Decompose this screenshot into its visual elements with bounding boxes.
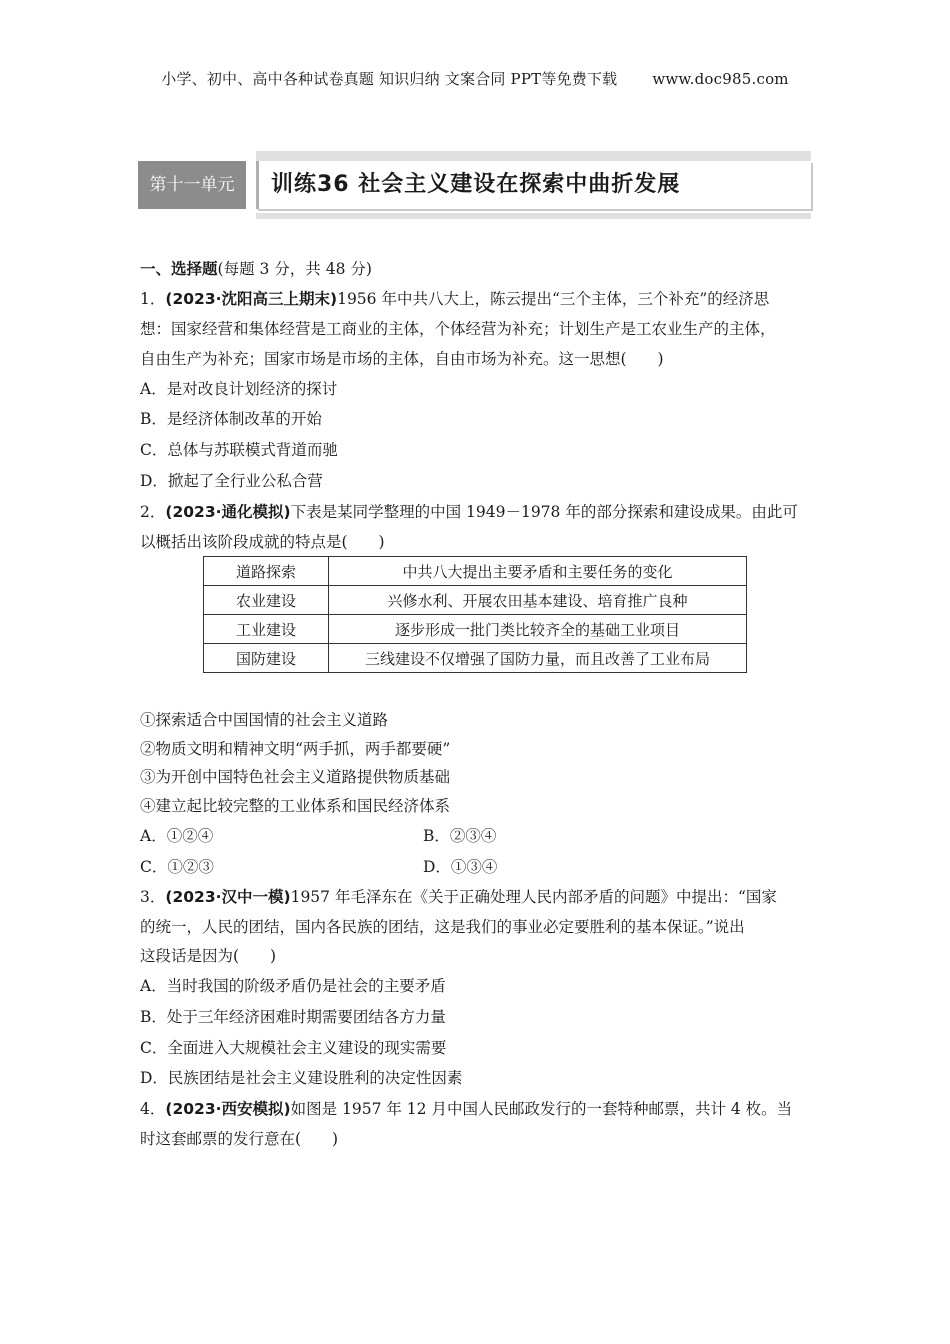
q4-number: 4． [140, 1100, 166, 1118]
q2-option-a[interactable]: A．①②④ [140, 827, 214, 845]
q4-line-2: 时这套邮票的发行意在( ) [140, 1130, 339, 1148]
q1-option-d[interactable]: D．掀起了全行业公私合营 [140, 472, 323, 490]
table-cell-value: 三线建设不仅增强了国防力量，而且改善了工业布局 [329, 644, 747, 673]
q2-source: (2023·通化模拟) [165, 503, 291, 521]
q1-source: (2023·沈阳高三上期末) [165, 290, 338, 308]
q2-number: 2． [140, 503, 166, 521]
q3-option-d[interactable]: D．民族团结是社会主义建设胜利的决定性因素 [140, 1069, 463, 1087]
q3-line-1 [140, 885, 777, 907]
banner-bottom-rule [256, 213, 811, 219]
q1-line-1 [140, 287, 769, 309]
q2-option-b[interactable]: B．②③④ [423, 827, 497, 845]
q2-item-2: ②物质文明和精神文明“两手抓，两手都要硬” [140, 740, 451, 758]
section-title: 一、选择题 [140, 260, 218, 278]
unit-label: 第十一单元 [138, 161, 246, 209]
q3-text-1: 1957 年毛泽东在《关于正确处理人民内部矛盾的问题》中提出：“国家 [290, 888, 777, 906]
q1-option-c[interactable]: C．总体与苏联模式背道而驰 [140, 441, 338, 459]
site-url[interactable]: www.doc985.com [652, 70, 789, 88]
table-cell-value: 兴修水利、开展农田基本建设、培育推广良种 [329, 586, 747, 615]
q1-number: 1． [140, 290, 166, 308]
page-title: 训练36 社会主义建设在探索中曲折发展 [271, 172, 681, 197]
q2-item-4: ④建立起比较完整的工业体系和国民经济体系 [140, 797, 451, 815]
table-cell-key: 农业建设 [204, 586, 329, 615]
q3-option-b[interactable]: B．处于三年经济困难时期需要团结各方力量 [140, 1008, 446, 1026]
table-cell-value: 中共八大提出主要矛盾和主要任务的变化 [329, 557, 747, 586]
q3-line-3: 这段话是因为( ) [140, 947, 277, 965]
banner-top-rule [256, 151, 811, 161]
q3-option-a[interactable]: A．当时我国的阶级矛盾仍是社会的主要矛盾 [140, 977, 446, 995]
q2-line-1 [140, 500, 798, 522]
q2-item-3: ③为开创中国特色社会主义道路提供物质基础 [140, 768, 451, 786]
site-header-text: 小学、初中、高中各种试卷真题 知识归纳 文案合同 PPT等免费下载 [161, 70, 618, 88]
q1-text-1: 1956 年中共八大上，陈云提出“三个主体，三个补充”的经济思 [337, 290, 770, 308]
q1-option-a[interactable]: A．是对改良计划经济的探讨 [140, 380, 338, 398]
q1-line-2: 想：国家经营和集体经营是工商业的主体，个体经营为补充；计划生产是工农业生产的主体， [140, 320, 776, 338]
q3-option-c[interactable]: C．全面进入大规模社会主义建设的现实需要 [140, 1039, 447, 1057]
section-note: (每题 3 分，共 48 分) [217, 260, 372, 278]
table-cell-key: 国防建设 [204, 644, 329, 673]
q3-source: (2023·汉中一模) [165, 888, 291, 906]
q2-item-1: ①探索适合中国国情的社会主义道路 [140, 711, 389, 729]
q2-table [203, 556, 747, 673]
q3-number: 3． [140, 888, 166, 906]
title-box [256, 161, 811, 209]
q4-source: (2023·西安模拟) [165, 1100, 291, 1118]
table-row [204, 557, 747, 586]
section-heading [140, 257, 372, 279]
q2-option-c[interactable]: C．①②③ [140, 858, 214, 876]
q4-text-1: 如图是 1957 年 12 月中国人民邮政发行的一套特种邮票，共计 4 枚。当 [290, 1100, 793, 1118]
q2-text-1: 下表是某同学整理的中国 1949－1978 年的部分探索和建设成果。由此可 [290, 503, 798, 521]
q2-option-d[interactable]: D．①③④ [423, 858, 498, 876]
q2-line-2: 以概括出该阶段成就的特点是( ) [140, 533, 385, 551]
table-cell-key: 工业建设 [204, 615, 329, 644]
table-cell-value: 逐步形成一批门类比较齐全的基础工业项目 [329, 615, 747, 644]
q4-line-1 [140, 1097, 792, 1119]
table-row [204, 615, 747, 644]
table-row [204, 586, 747, 615]
q3-line-2: 的统一，人民的团结，国内各民族的团结，这是我们的事业必定要胜利的基本保证。”说出 [140, 918, 745, 936]
table-row [204, 644, 747, 673]
table-cell-key: 道路探索 [204, 557, 329, 586]
unit-banner [138, 151, 811, 219]
site-header [0, 68, 950, 89]
q1-option-b[interactable]: B．是经济体制改革的开始 [140, 410, 322, 428]
q1-line-3: 自由生产为补充；国家市场是市场的主体，自由市场为补充。这一思想( ) [140, 350, 664, 368]
